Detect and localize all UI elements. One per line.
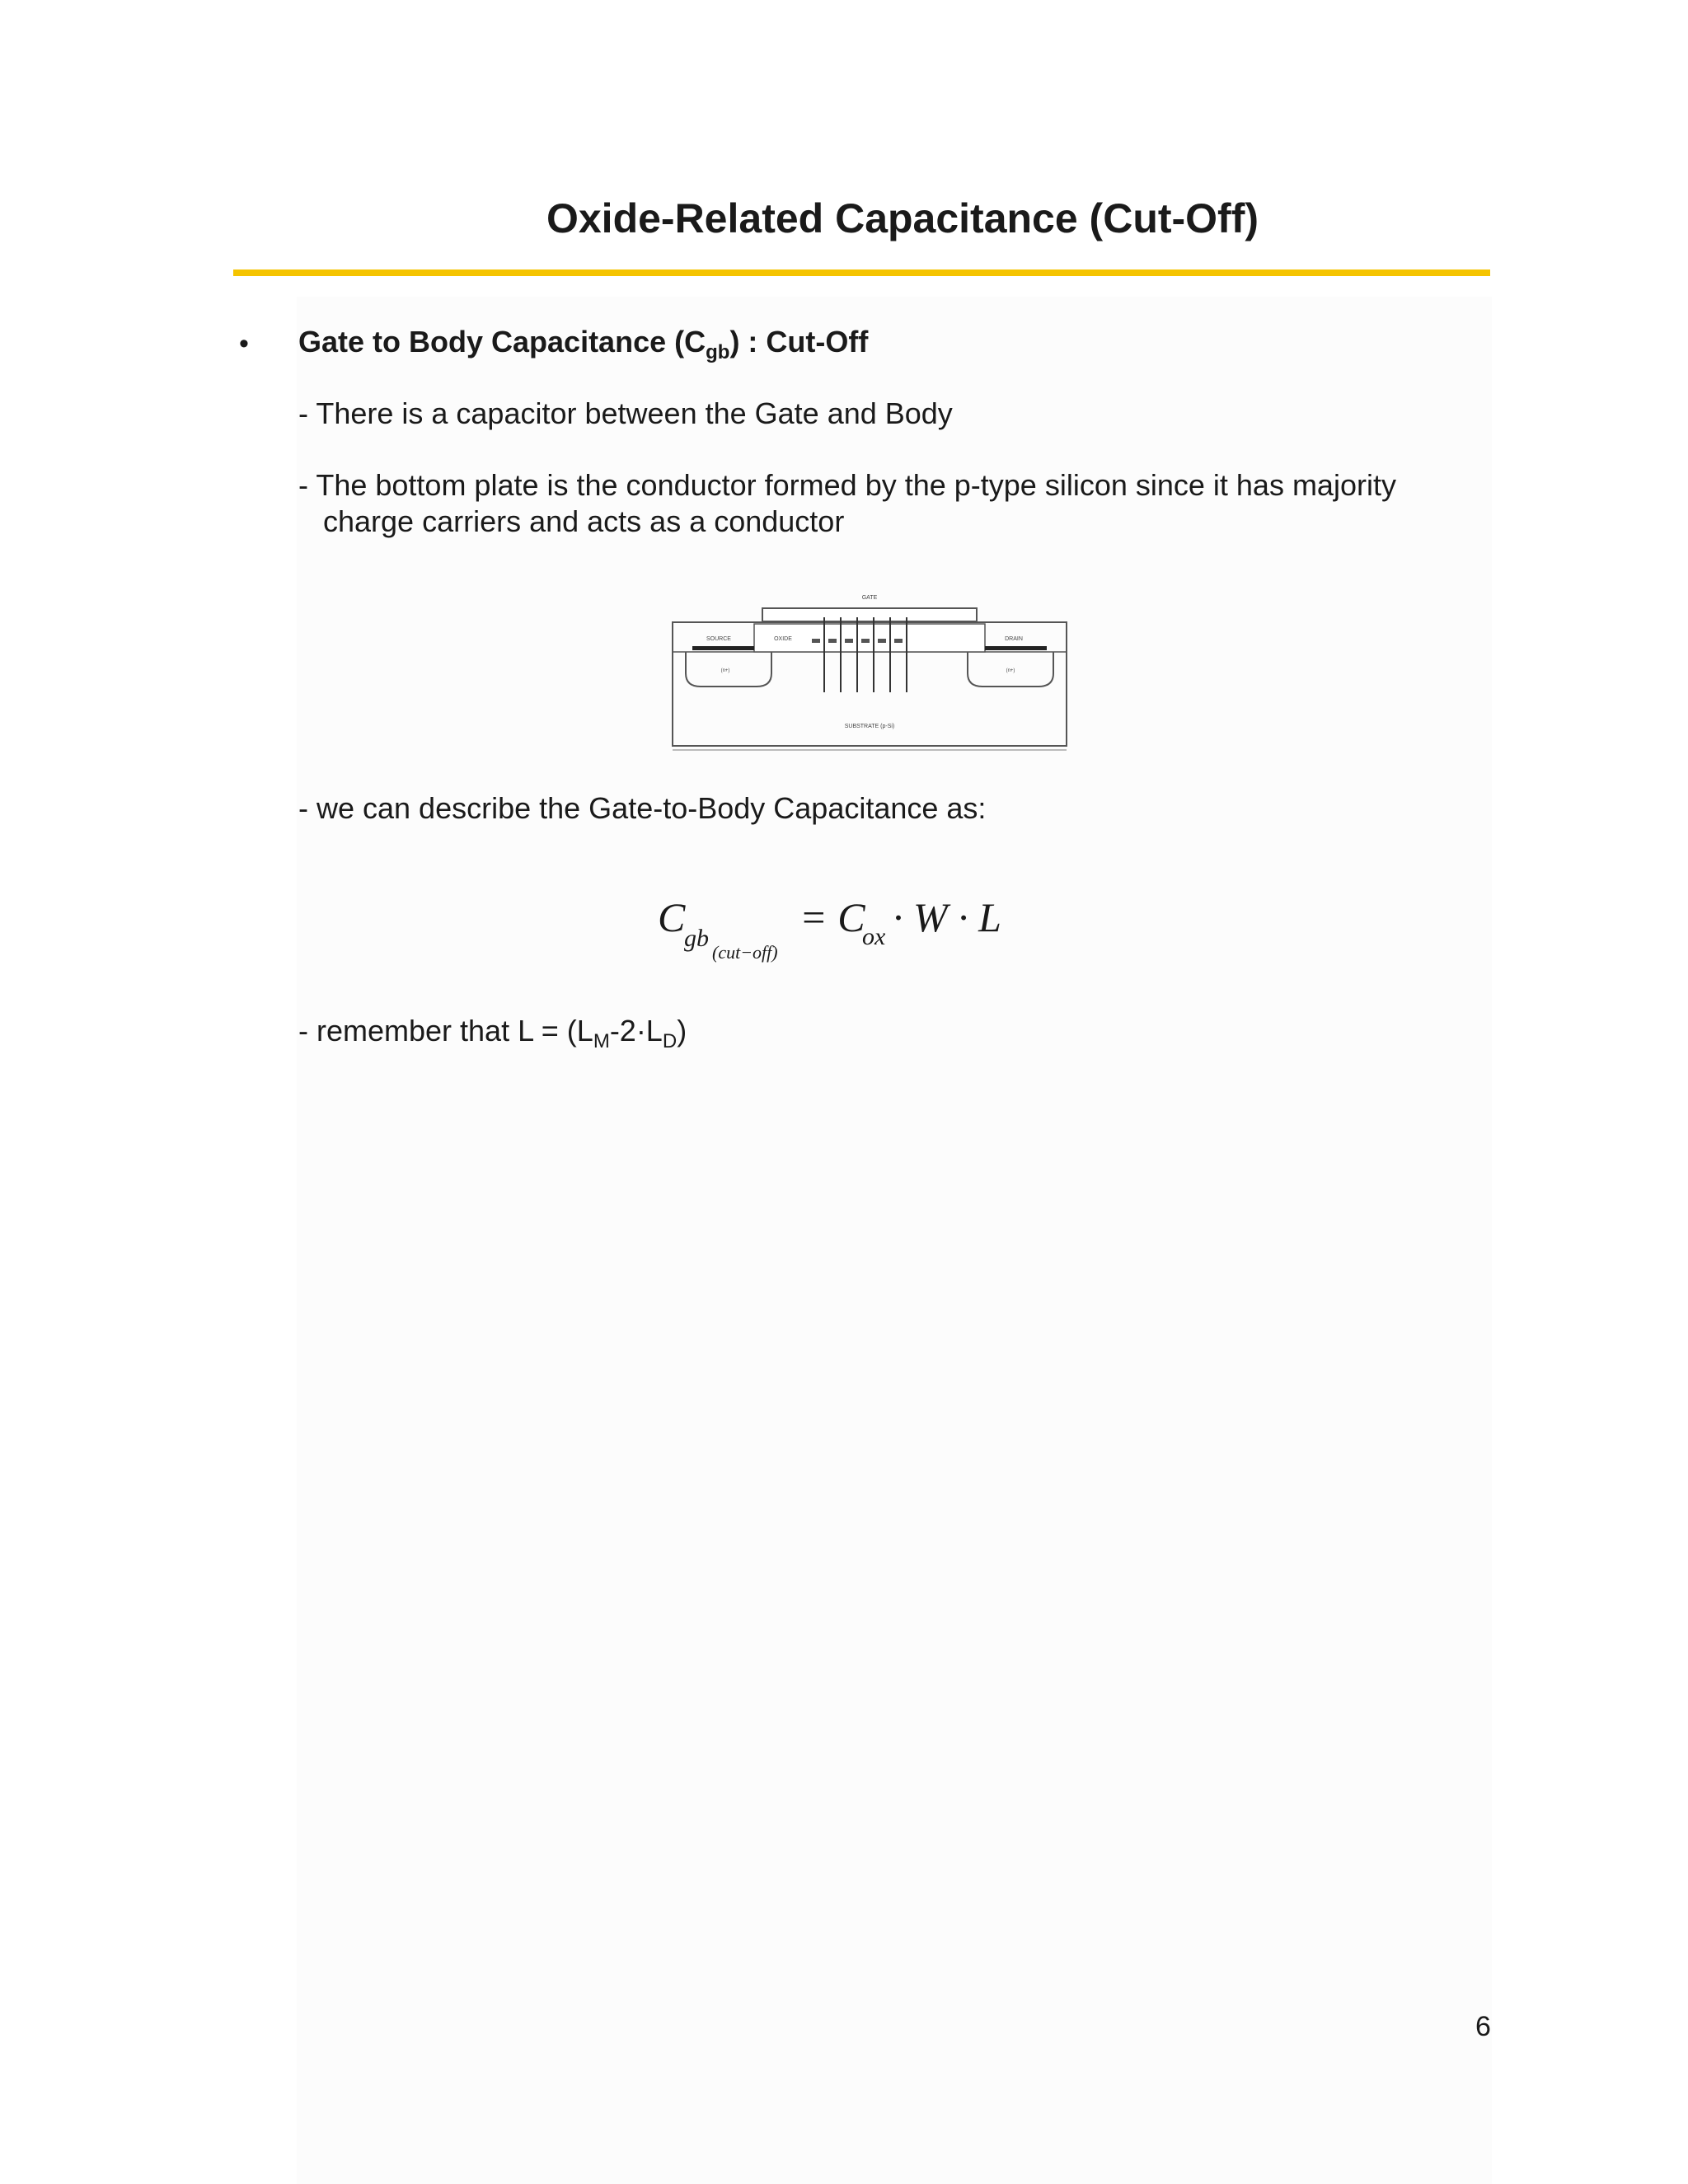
page-number: 6 [1475,2011,1491,2042]
remember-mid: -2·L [609,1014,663,1047]
title-underline [233,269,1490,276]
bullet-line-describe: - we can describe the Gate-to-Body Capacitance as: [298,791,987,825]
bullet-dot: • [239,328,249,359]
eq-rhs: = C [799,894,865,940]
eq-lhs-subsub: (cut−off) [712,942,778,963]
source-region-label: (n+) [720,668,730,673]
bullet-heading-prefix: Gate to Body Capacitance (C [298,325,706,359]
remember-sub-d: D [662,1030,678,1053]
source-label: SOURCE [706,636,731,642]
drain-label: DRAIN [1005,636,1023,642]
drain-region-label: (n+) [1006,668,1015,673]
bullet-heading-suffix: ) : Cut-Off [729,325,869,359]
remember-sub-m: M [593,1030,610,1053]
bullet-line-bottom-plate-cont: charge carriers and acts as a conductor [323,504,845,538]
bullet-line-capacitor: - There is a capacitor between the Gate and Body [298,396,953,430]
bullet-line-remember [298,1014,687,1053]
bullet-line-bottom-plate: - The bottom plate is the conductor formed by the p-type silicon since it has majority [298,468,1396,502]
remember-prefix: - remember that L = (L [298,1014,593,1047]
eq-rhs-tail: · W · L [893,894,1001,940]
content-background [297,297,1492,2184]
mosfet-cross-section-diagram [668,581,1071,751]
drain-contact [985,646,1047,650]
oxide-label: OXIDE [774,636,792,642]
gate-electrode [762,608,977,621]
eq-lhs: C [658,894,686,940]
bullet-heading [298,325,868,364]
remember-suffix: ) [677,1014,687,1047]
source-contact [692,646,754,650]
capacitance-equation [651,890,1030,989]
eq-rhs-sub: ox [862,923,886,950]
substrate-label: SUBSTRATE (p-Si) [844,724,895,729]
bullet-heading-subscript: gb [706,341,730,364]
gate-label: GATE [861,595,878,601]
eq-lhs-sub: gb [684,925,709,952]
page-title: Oxide-Related Capacitance (Cut-Off) [546,195,1259,241]
